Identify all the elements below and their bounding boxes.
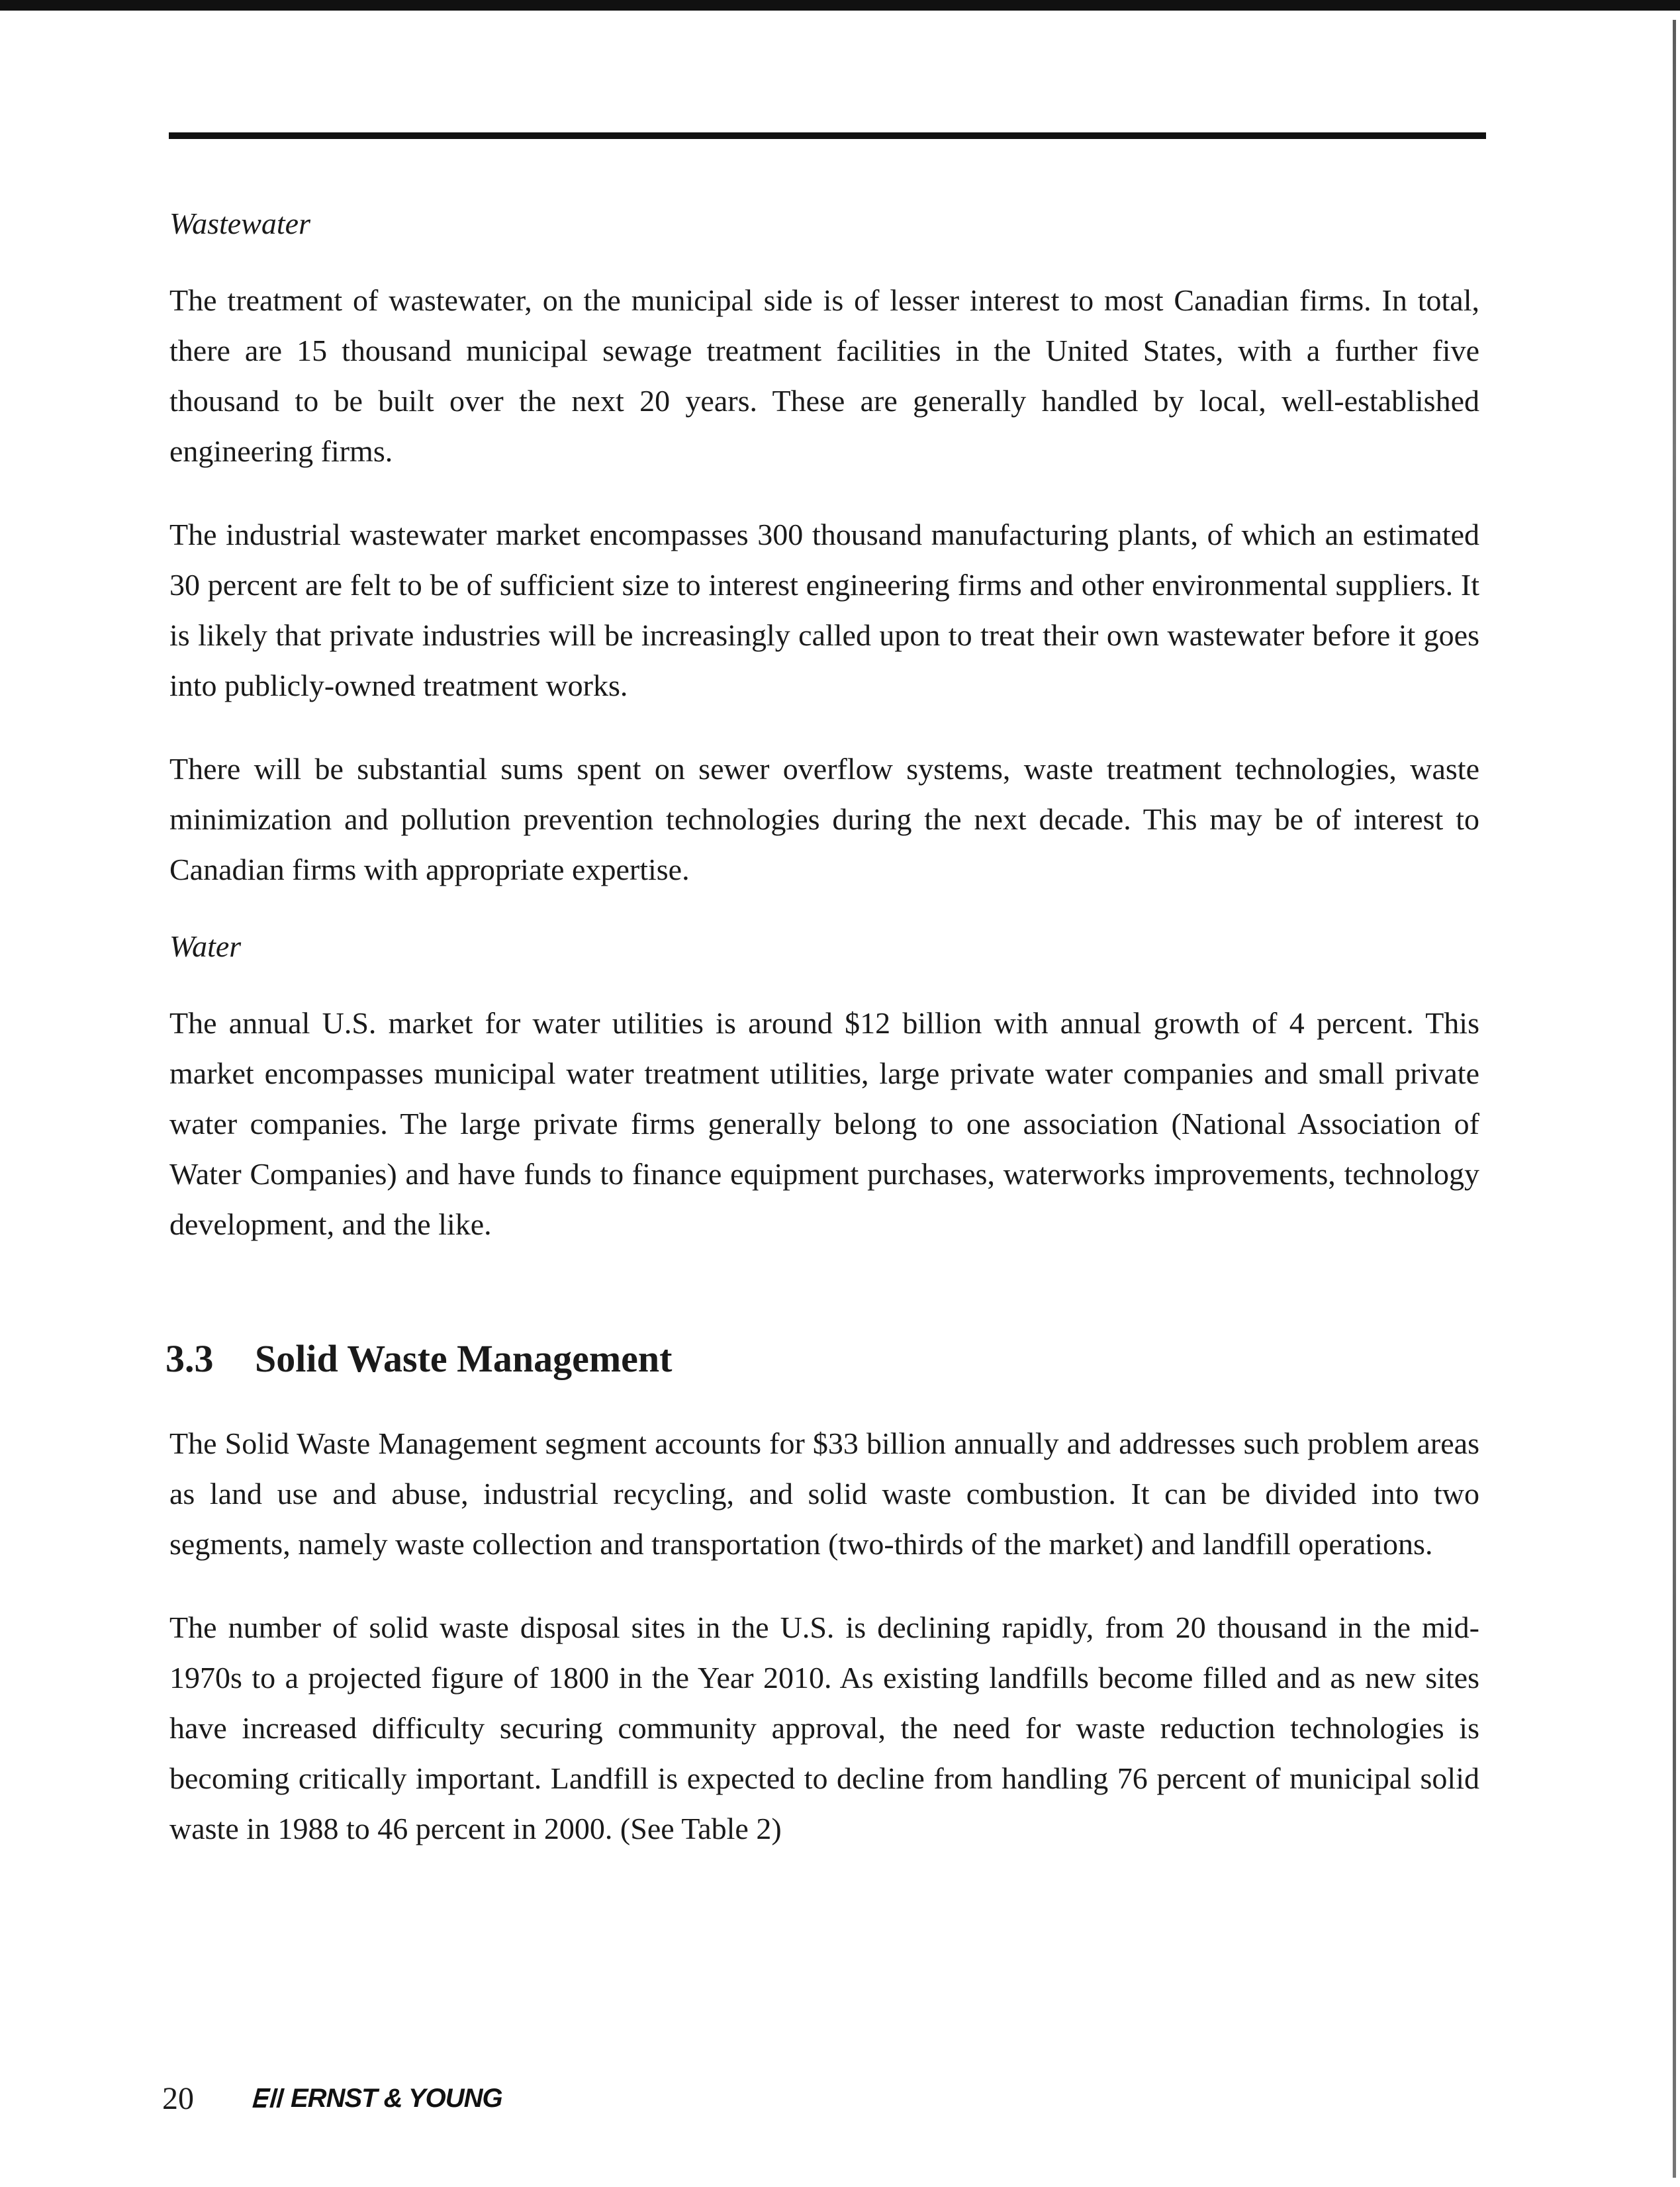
- subheading-wastewater: Wastewater: [169, 207, 310, 240]
- page-footer: [162, 2075, 502, 2121]
- paragraph-solid-waste-sites: The number of solid waste disposal sites in the U.S. is declining rapidly, from 20 thousand in the mid-1970s to a projected figure of 1800 in the Year 2010. As existing landfills become filled and as new sites have increased difficulty securing community approval, the need for waste reduction technologies is becoming critically important. Landfill is expected to decline from handling 76 percent of municipal solid waste in 1988 to 46 percent in 2000. (See Table 2): [169, 1610, 1479, 1845]
- section-number: 3.3: [165, 1337, 214, 1380]
- scan-right-edge: [1673, 20, 1676, 2178]
- page-number: 20: [162, 2080, 194, 2116]
- ernst-young-logo: [255, 2084, 502, 2114]
- page-content: [165, 205, 1479, 1887]
- paragraph-wastewater-municipal: The treatment of wastewater, on the municipal side is of lesser interest to most Canadian firms. In total, there are 15 thousand municipal sewage treatment facilities in the United States, with a further five thousand to be built over the next 20 years. These are generally handled by local, well-established engineering firms.: [169, 283, 1479, 468]
- paragraph-water-market: The annual U.S. market for water utilities is around $12 billion with annual growth of 4 percent. This market encompasses municipal water treatment utilities, large private water companies and small private water companies. The large private firms generally belong to one association (National Association of Water Companies) and have funds to finance equipment purchases, waterworks improvements, technology development, and the like.: [169, 1006, 1479, 1241]
- subheading-water: Water: [169, 929, 242, 963]
- paragraph-wastewater-industrial: The industrial wastewater market encompasses 300 thousand manufacturing plants, of which an estimated 30 percent are felt to be of sufficient size to interest engineering firms and other environmental suppliers. It is likely that private industries will be increasingly called upon to treat their own wastewater before it goes into publicly-owned treatment works.: [169, 518, 1479, 702]
- scan-top-edge: [0, 0, 1680, 11]
- section-heading-solid-waste: [165, 1336, 1479, 1382]
- ernst-young-logo-mark-icon: [252, 2087, 288, 2110]
- logo-wordmark: ERNST & YOUNG: [291, 2083, 502, 2113]
- paragraph-wastewater-sewer: There will be substantial sums spent on sewer overflow systems, waste treatment technologies, waste minimization and pollution prevention technologies during the next decade. This may be of interest to Canadian firms with appropriate expertise.: [169, 752, 1479, 886]
- header-rule: [169, 132, 1486, 139]
- section-title: Solid Waste Management: [255, 1337, 673, 1380]
- paragraph-solid-waste-segment: The Solid Waste Management segment accounts for $33 billion annually and addresses such problem areas as land use and abuse, industrial recycling, and solid waste combustion. It can be divided into two segments, namely waste collection and transportation (two-thirds of the market) and landfill operations.: [169, 1426, 1479, 1561]
